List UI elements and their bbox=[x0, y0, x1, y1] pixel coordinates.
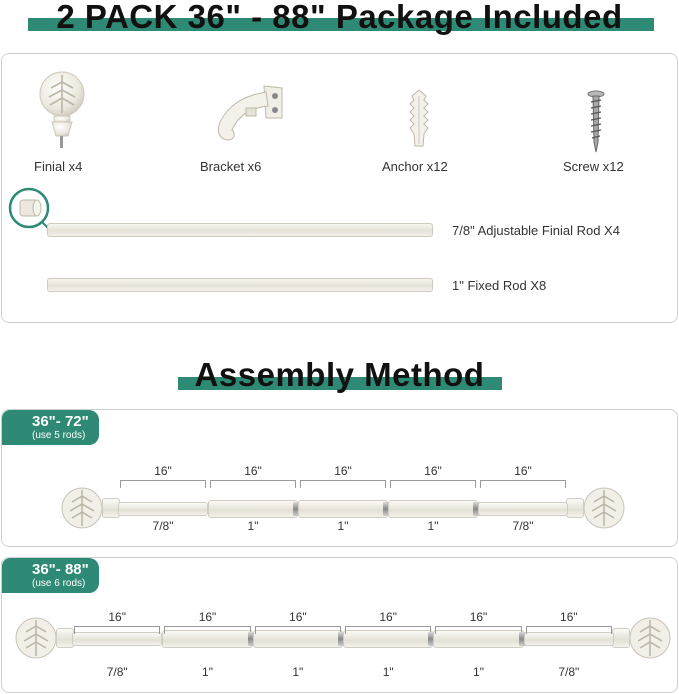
measure-bracket bbox=[480, 480, 566, 488]
end-cap-right bbox=[612, 628, 630, 648]
finial-icon bbox=[36, 70, 88, 152]
measure-bracket bbox=[526, 626, 612, 634]
rod-label-adjustable: 7/8" Adjustable Finial Rod X4 bbox=[452, 223, 620, 238]
assembly-config-1 bbox=[1, 409, 678, 547]
package-title-wrap bbox=[0, 0, 679, 34]
segment-length: 16" bbox=[424, 464, 442, 478]
range-2: 36"- 88" bbox=[32, 561, 89, 578]
range-tag-1 bbox=[2, 410, 99, 445]
use-1: (use 5 rods) bbox=[32, 430, 86, 441]
part-label-bracket: Bracket x6 bbox=[200, 159, 262, 174]
assembly-rod-segment bbox=[118, 502, 208, 516]
segment-diameter: 1" bbox=[247, 519, 259, 533]
segment-diameter: 7/8" bbox=[558, 665, 580, 679]
segment-length: 16" bbox=[198, 610, 217, 624]
measure-bracket bbox=[390, 480, 476, 488]
measure-bracket bbox=[435, 626, 521, 634]
assembly-rod-segment bbox=[388, 500, 478, 518]
measure-bracket bbox=[345, 626, 431, 634]
package-title: 2 PACK 36" - 88" Package Included bbox=[56, 0, 623, 35]
segment-length: 16" bbox=[379, 610, 397, 624]
bracket-icon bbox=[202, 82, 292, 144]
package-panel bbox=[1, 53, 678, 323]
segment-diameter: 1" bbox=[337, 519, 349, 533]
segment-length: 16" bbox=[334, 464, 352, 478]
fixed-rod bbox=[47, 278, 433, 292]
range-tag-2 bbox=[2, 558, 99, 593]
assembly-rod-segment bbox=[478, 502, 568, 516]
use-2: (use 6 rods) bbox=[32, 578, 86, 589]
segment-length: 16" bbox=[560, 610, 578, 624]
segment-diameter: 7/8" bbox=[106, 665, 128, 679]
assembly-rod-segment bbox=[208, 500, 298, 518]
segment-diameter: 1" bbox=[292, 665, 304, 679]
segment-diameter: 1" bbox=[382, 665, 394, 679]
measure-bracket bbox=[255, 626, 341, 634]
segment-diameter: 7/8" bbox=[152, 519, 174, 533]
part-label-screw: Screw x12 bbox=[563, 159, 624, 174]
screw-icon bbox=[586, 90, 606, 154]
range-1: 36"- 72" bbox=[32, 413, 89, 430]
anchor-icon bbox=[406, 88, 432, 150]
measure-bracket bbox=[210, 480, 296, 488]
assembly-rod-segment bbox=[524, 632, 614, 646]
segment-diameter: 1" bbox=[427, 519, 439, 533]
segment-length: 16" bbox=[244, 464, 262, 478]
segment-length: 16" bbox=[289, 610, 307, 624]
segment-length: 16" bbox=[108, 610, 126, 624]
finial-right-icon bbox=[582, 486, 626, 530]
segment-diameter: 1" bbox=[202, 665, 213, 679]
segment-diameter: 1" bbox=[473, 665, 484, 679]
assembly-rod-segment bbox=[298, 500, 388, 518]
measure-bracket bbox=[164, 626, 250, 634]
adjustable-finial-rod bbox=[47, 223, 433, 237]
part-label-anchor: Anchor x12 bbox=[382, 159, 448, 174]
finial-left-icon bbox=[14, 616, 58, 660]
assembly-rod-segment bbox=[72, 632, 162, 646]
measure-bracket bbox=[300, 480, 386, 488]
finial-right-icon bbox=[628, 616, 672, 660]
assembly-config-2 bbox=[1, 557, 678, 693]
segment-length: 16" bbox=[154, 464, 172, 478]
part-label-finial: Finial x4 bbox=[34, 159, 83, 174]
end-cap-right bbox=[566, 498, 584, 518]
measure-bracket bbox=[120, 480, 206, 488]
segment-length: 16" bbox=[469, 610, 488, 624]
finial-left-icon bbox=[60, 486, 104, 530]
assembly-title: Assembly Method bbox=[194, 356, 485, 393]
segment-diameter: 7/8" bbox=[512, 519, 534, 533]
rod-label-fixed: 1" Fixed Rod X8 bbox=[452, 278, 547, 293]
segment-length: 16" bbox=[514, 464, 532, 478]
measure-bracket bbox=[74, 626, 160, 634]
assembly-title-wrap bbox=[0, 357, 679, 393]
